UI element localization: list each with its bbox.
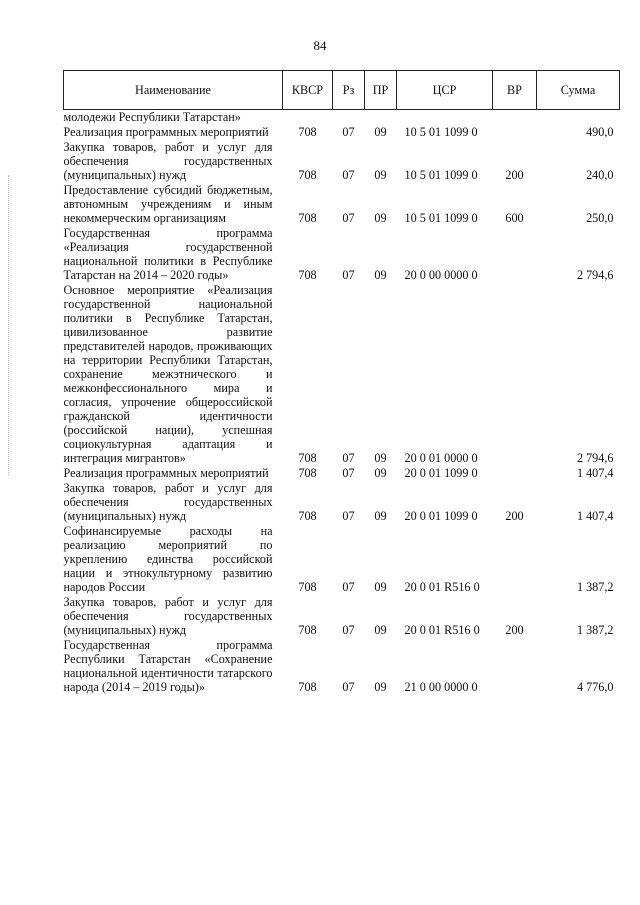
row-rz [333,110,365,126]
row-vr [493,226,537,283]
row-csr: 10 5 01 1099 0 [404,125,478,139]
header-rz: Рз [333,71,365,110]
table-row [64,283,620,466]
row-kvsr: 708 [298,580,317,594]
row-csr: 20 0 00 0000 0 [404,268,478,282]
budget-table [63,70,620,695]
row-vr [493,466,537,481]
table-row [64,183,620,226]
row-vr: 600 [505,211,524,225]
row-kvsr [283,110,333,126]
row-rz: 07 [342,580,355,594]
row-sum: 1 387,2 [576,580,614,594]
row-csr: 20 0 01 R516 0 [404,623,480,637]
row-sum: 2 794,6 [576,451,614,465]
row-csr: 20 0 01 R516 0 [404,580,480,594]
header-vr: ВР [493,71,537,110]
row-rz: 07 [342,451,355,465]
row-rz: 07 [342,125,355,139]
row-sum [537,110,620,126]
header-kvsr: КВСР [283,71,333,110]
row-sum: 240,0 [586,168,614,182]
row-name: Закупка товаров, работ и услуг для обеспечения государственных (муниципальных) нужд [63,140,273,182]
table-row [64,638,620,695]
row-pr [365,110,397,126]
row-name: Государственная программа «Реализация государственной национальной политики в Республике Татарстан на 2014 – 2020 годы» [63,226,273,282]
row-sum: 4 776,0 [576,680,614,694]
row-vr: 200 [505,509,524,523]
table-row [64,481,620,524]
table-row [64,466,620,481]
page-number: 84 [313,38,327,53]
row-csr: 10 5 01 1099 0 [404,211,478,225]
row-rz: 07 [342,623,355,637]
row-rz: 07 [342,680,355,694]
row-vr [493,125,537,140]
row-pr: 09 [374,580,387,594]
row-rz: 07 [342,211,355,225]
row-pr: 09 [374,623,387,637]
row-vr [493,524,537,595]
row-kvsr: 708 [298,509,317,523]
row-pr: 09 [374,451,387,465]
header-pr: ПР [365,71,397,110]
row-sum: 1 387,2 [576,623,614,637]
row-sum: 1 407,4 [576,509,614,523]
table-row [64,125,620,140]
header-sum: Сумма [537,71,620,110]
row-csr: 10 5 01 1099 0 [404,168,478,182]
row-name: Предоставление субсидий бюджетным, автономным учреждениям и иным некоммерческим организациям [63,183,273,225]
row-name: Реализация программных мероприятий [63,125,269,139]
row-csr: 21 0 00 0000 0 [404,680,478,694]
row-kvsr: 708 [298,125,317,139]
row-name: Государственная программа Республики Татарстан «Сохранение национальной идентичности татарского народа (2014 – 2019 годы)» [63,638,273,694]
row-name: молодежи Республики Татарстан» [63,110,241,124]
row-kvsr: 708 [298,466,317,480]
table-row [64,140,620,183]
row-vr [493,638,537,695]
row-pr: 09 [374,680,387,694]
row-vr [493,283,537,466]
row-sum: 490,0 [586,125,614,139]
table-row [64,524,620,595]
row-vr [493,110,537,126]
row-csr: 20 0 01 1099 0 [404,509,478,523]
row-kvsr: 708 [298,451,317,465]
row-kvsr: 708 [298,680,317,694]
row-sum: 1 407,4 [576,466,614,480]
row-pr: 09 [374,168,387,182]
row-csr [397,110,493,126]
row-name: Основное мероприятие «Реализация государственной национальной политики в Республике Татарстан, цивилизованное развитие представителей народов, проживающих на территории Республики Татарстан, сохранение межэтнического и межконфессионального мира и согласия, упрочение общероссийской гражданской идентичности (российской нации), успешная социокультурная адаптация и интеграция мигрантов» [63,283,273,465]
row-name: Закупка товаров, работ и услуг для обеспечения государственных (муниципальных) нужд [63,595,273,637]
table-header-row [64,71,620,110]
row-csr: 20 0 01 1099 0 [404,466,478,480]
row-pr: 09 [374,125,387,139]
row-pr: 09 [374,268,387,282]
row-sum: 250,0 [586,211,614,225]
row-rz: 07 [342,168,355,182]
row-name: Закупка товаров, работ и услуг для обеспечения государственных (муниципальных) нужд [63,481,273,523]
row-rz: 07 [342,466,355,480]
row-pr: 09 [374,509,387,523]
row-kvsr: 708 [298,211,317,225]
margin-mark [8,175,10,475]
row-kvsr: 708 [298,623,317,637]
table-row [64,110,620,126]
row-kvsr: 708 [298,168,317,182]
row-name: Реализация программных мероприятий [63,466,269,480]
row-rz: 07 [342,268,355,282]
row-name: Софинансируемые расходы на реализацию мероприятий по укреплению единства российской нации и этнокультурному развитию народов России [63,524,273,594]
row-rz: 07 [342,509,355,523]
row-sum: 2 794,6 [576,268,614,282]
row-vr: 200 [505,168,524,182]
header-csr: ЦСР [397,71,493,110]
row-kvsr: 708 [298,268,317,282]
table-row [64,595,620,638]
row-pr: 09 [374,466,387,480]
table-row [64,226,620,283]
row-csr: 20 0 01 0000 0 [404,451,478,465]
row-vr: 200 [505,623,524,637]
row-pr: 09 [374,211,387,225]
header-name: Наименование [64,71,283,110]
